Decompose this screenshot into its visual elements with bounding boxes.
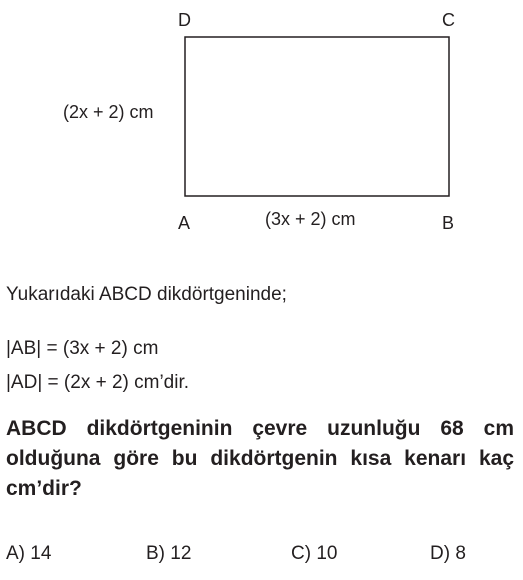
problem-intro: Yukarıdaki ABCD dikdörtgeninde;	[6, 284, 287, 305]
rectangle-abcd	[185, 37, 449, 196]
vertex-d-label: D	[178, 10, 191, 30]
given-ad: |AD| = (2x + 2) cm’dir.	[6, 372, 190, 393]
option-c[interactable]: C) 10	[291, 543, 338, 564]
given-ab: |AB| = (3x + 2) cm	[6, 338, 159, 359]
option-b[interactable]: B) 12	[146, 543, 192, 564]
rectangle-figure	[0, 0, 523, 240]
side-ab-label: (3x + 2) cm	[265, 209, 356, 229]
vertex-a-label: A	[178, 213, 191, 233]
option-d[interactable]: D) 8	[430, 543, 466, 564]
vertex-c-label: C	[442, 10, 455, 30]
vertex-b-label: B	[442, 213, 455, 233]
side-ad-label: (2x + 2) cm	[63, 102, 154, 122]
question-text: ABCD dikdörtgeninin çevre uzunluğu 68 cm olduğuna göre bu dikdörtgenin kısa kenarı kaç cm’dir?	[6, 417, 514, 500]
option-a[interactable]: A) 14	[6, 543, 52, 564]
